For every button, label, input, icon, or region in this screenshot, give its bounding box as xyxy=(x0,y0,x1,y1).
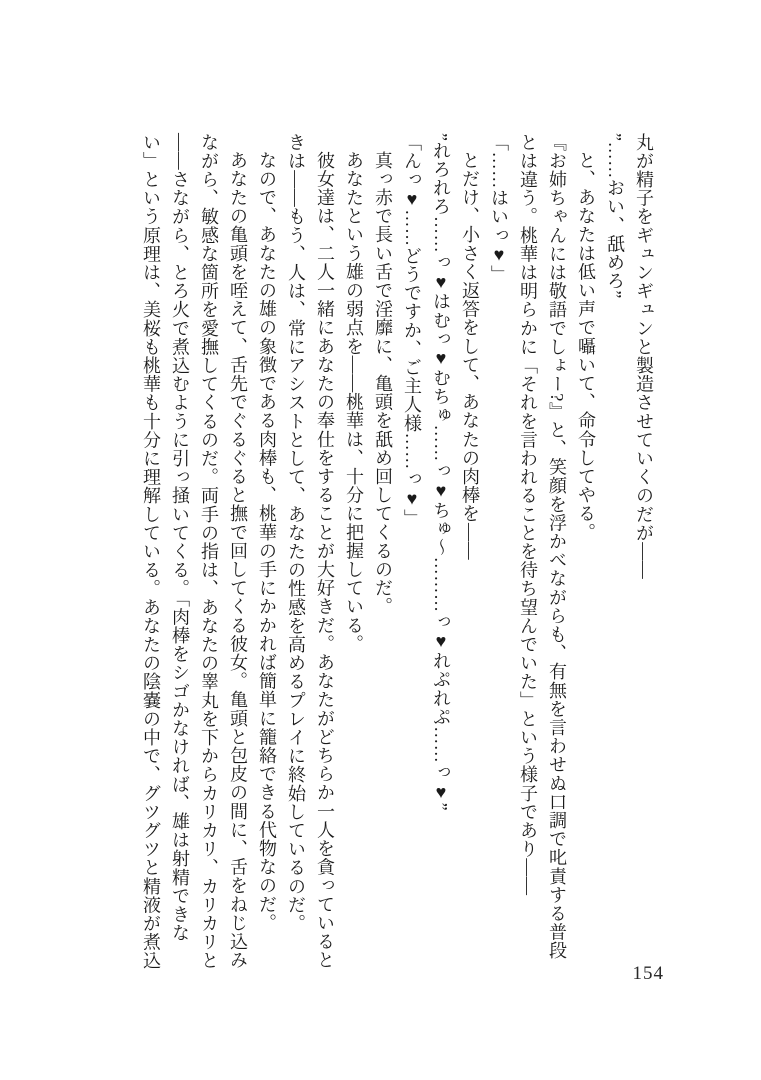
text-line: とは違う。桃華は明らかに「それを言われることを待ち望んでいた」という様子であり―― xyxy=(518,133,538,896)
text-line: とだけ、小さく返答をして、あなたの肉棒を―― xyxy=(460,151,480,561)
text-line: きは――もう、人は、常にアシストとして、あなたの性感を高めるプレイに終始しているのだ。 xyxy=(286,133,306,933)
page-number: 154 xyxy=(632,963,664,984)
text-line: 真っ赤で長い舌で淫靡に、亀頭を舐め回してくるのだ。 xyxy=(373,151,393,616)
text-line: なので、あなたの雄の象徴である肉棒も、桃華の手にかかれば簡単に籠絡できる代物なのだ。 xyxy=(257,151,277,933)
text-line: ”……おい、舐めろ” xyxy=(605,133,625,299)
text-line: あなたの亀頭を咥えて、舌先でぐるぐると撫で回してくる彼女。亀頭と包皮の間に、舌をねじ込み xyxy=(228,151,248,970)
text-line: 『お姉ちゃんには敬語でしょー?』と、笑顔を浮かべながらも、有無を言わせぬ口調で叱責する普段 xyxy=(547,133,567,960)
text-line: ”れろれろ……っ♥はむっ♥むちゅ……っ♥ちゅ〜………っ♥れぷれぷ……っ♥” xyxy=(431,133,451,812)
text-line: 彼女達は、二人一緒にあなたの奉仕をすることが大好きだ。あなたがどちらか一人を貪っていると xyxy=(315,151,335,970)
text-line: と、あなたは低い声で囁いて、命令してやる。 xyxy=(576,151,596,542)
vertical-text-area xyxy=(136,133,658,991)
text-line: 「……はいっ♥」 xyxy=(489,133,509,284)
text-line: ――さながら、とろ火で煮込むように引っ掻いてくる。「肉棒をシゴかなければ、雄は射精できな xyxy=(170,133,190,943)
text-line: ながら、敏感な箇所を愛撫してくるのだ。両手の指は、あなたの睾丸を下からカリカリ、カリカリと xyxy=(199,133,219,970)
text-line: 丸が精子をギュンギュンと製造させていくのだが―― xyxy=(634,133,654,580)
text-line: い」という原理は、美桜も桃華も十分に理解している。あなたの陰嚢の中で、グツグツと精液が煮込 xyxy=(141,133,161,970)
text-line: 「んっ♥……どうですか、ご主人様……っ♥」 xyxy=(402,133,422,528)
text-line: あなたという雄の弱点を――桃華は、十分に把握している。 xyxy=(344,151,364,654)
